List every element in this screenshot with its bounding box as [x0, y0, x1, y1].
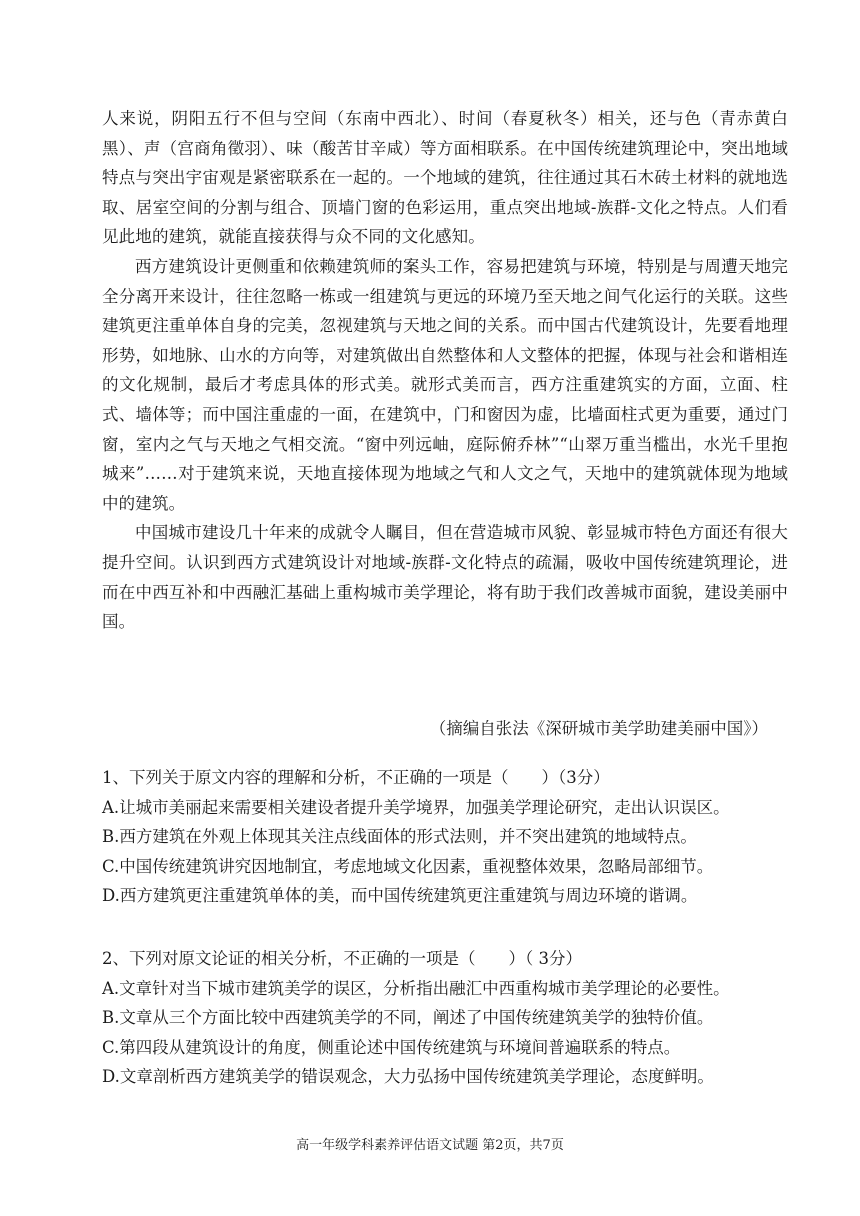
- question-1-option-a: A.让城市美丽起来需要相关建设者提升美学境界，加强美学理论研究，走出认识误区。: [102, 797, 730, 817]
- question-2-stem: 2、下列对原文论证的相关分析，不正确的一项是（ ）（ 3分）: [102, 949, 582, 968]
- question-1-stem: 1、下列关于原文内容的理解和分析，不正确的一项是（ ）（3分）: [102, 768, 610, 787]
- passage-source: （摘编自张法《深研城市美学助建美丽中国》）: [429, 719, 768, 738]
- question-2-option-b: B.文章从三个方面比较中西建筑美学的不同，阐述了中国传统建筑美学的独特价值。: [102, 1008, 714, 1028]
- question-2: [102, 944, 788, 1092]
- question-2-option-c: C.第四段从建筑设计的角度，侧重论述中国传统建筑与环境间普遍联系的特点。: [102, 1037, 681, 1057]
- reading-passage: [102, 104, 788, 637]
- question-2-option-d: D.文章剖析西方建筑美学的错误观念，大力弘扬中国传统建筑美学理论，态度鲜明。: [102, 1067, 714, 1087]
- passage-paragraph-2: 西方建筑设计更侧重和依赖建筑师的案头工作，容易把建筑与环境，特别是与周遭天地完全分离开来设计，往往忽略一栋或一组建筑与更远的环境乃至天地之间气化运行的关联。这些建筑更注重单体自身的完美，忽视建筑与天地之间的关系。而中国古代建筑设计，先要看地理形势，如地脉、山水的方向等，对建筑做出自然整体和人文整体的把握，体现与社会和谐相连的文化规制，最后才考虑具体的形式美。就形式美而言，西方注重建筑实的方面，立面、柱式、墙体等；而中国注重虚的一面，在建筑中，门和窗因为虚，比墙面柱式更为重要，通过门窗，室内之气与天地之气相交流。“窗中列远岫，庭际俯乔林”“山翠万重当槛出，水光千里抱城来”……对于建筑来说，天地直接体现为地域之气和人文之气，天地中的建筑就体现为地域中的建筑。: [102, 256, 788, 513]
- page-footer: 高一年级学科素养评估语文试题 第2页，共7页: [296, 1138, 564, 1153]
- question-1-option-b: B.西方建筑在外观上体现其关注点线面体的形式法则，并不突出建筑的地域特点。: [102, 827, 697, 847]
- question-1: [102, 763, 788, 911]
- passage-paragraph-3: 中国城市建设几十年来的成就令人瞩目，但在营造城市风貌、彰显城市特色方面还有很大提升空间。认识到西方式建筑设计对地域-族群-文化特点的疏漏，吸收中国传统建筑理论，进而在中西互补和中西融汇基础上重构城市美学理论，将有助于我们改善城市面貌，建设美丽中国。: [102, 523, 788, 632]
- question-1-option-d: D.西方建筑更注重建筑单体的美，而中国传统建筑更注重建筑与周边环境的谐调。: [102, 886, 698, 906]
- question-1-option-c: C.中国传统建筑讲究因地制宜，考虑地域文化因素，重视整体效果，忽略局部细节。: [102, 856, 714, 876]
- question-2-option-a: A.文章针对当下城市建筑美学的误区，分析指出融汇中西重构城市美学理论的必要性。: [102, 978, 730, 998]
- passage-paragraph-1: 人来说，阴阳五行不但与空间（东南中西北）、时间（春夏秋冬）相关，还与色（青赤黄白黑）、声（宫商角徵羽）、味（酸苦甘辛咸）等方面相联系。在中国传统建筑理论中，突出地域特点与突出宇宙观是紧密联系在一起的。一个地域的建筑，往往通过其石木砖土材料的就地选取、居室空间的分割与组合、顶墙门窗的色彩运用，重点突出地域-族群-文化之特点。人们看见此地的建筑，就能直接获得与众不同的文化感知。: [102, 109, 788, 247]
